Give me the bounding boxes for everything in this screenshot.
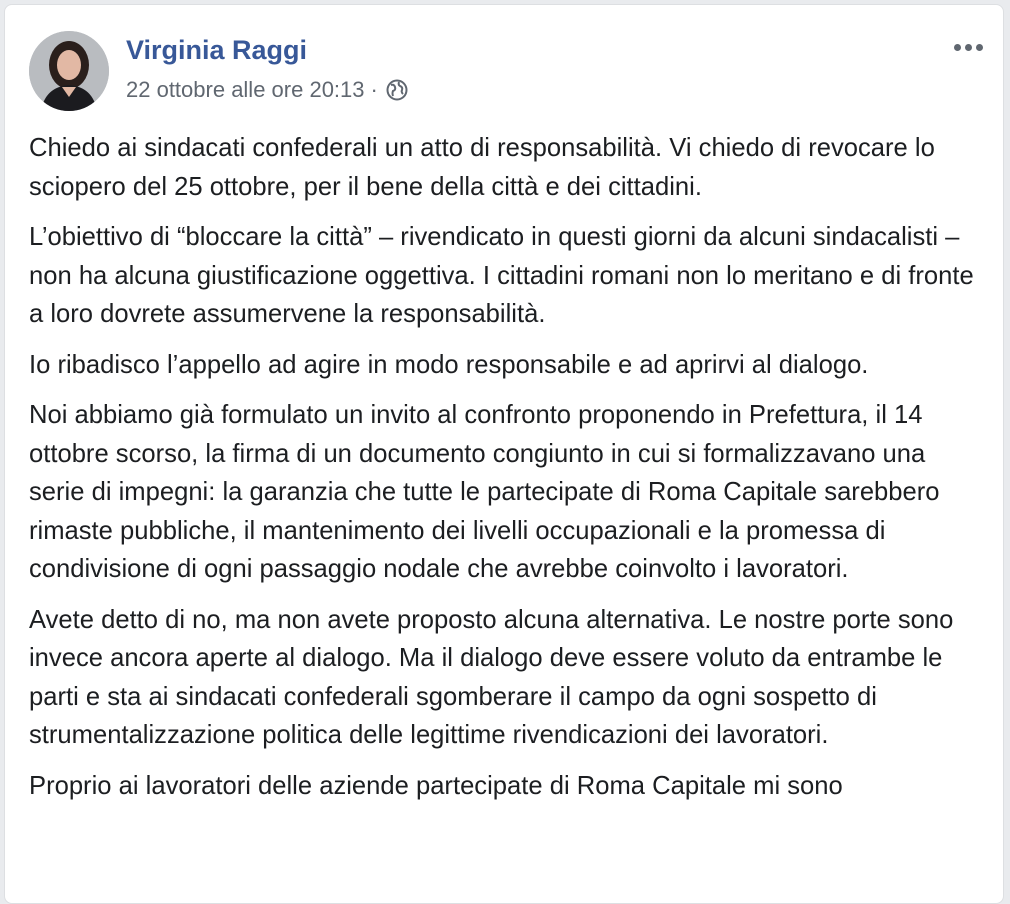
more-options-icon[interactable] — [949, 35, 987, 59]
more-dot — [965, 44, 972, 51]
more-dot — [954, 44, 961, 51]
author-avatar[interactable] — [29, 31, 109, 111]
more-dot — [976, 44, 983, 51]
author-name[interactable]: Virginia Raggi — [126, 35, 308, 65]
post-timestamp[interactable]: 22 ottobre alle ore 20:13 — [126, 77, 365, 102]
post-paragraph: Avete detto di no, ma non avete proposto alcuna alternativa. Le nostre porte sono invece ancora aperte al dialogo. Ma il dialogo deve essere voluto da entrambe le parti e sta ai sindacati confederali sgomberare il campo da ogni sospetto di strumentalizzazione politica delle legittime rivendicazioni dei lavoratori. — [29, 605, 954, 749]
post-paragraph: Noi abbiamo già formulato un invito al confronto proponendo in Prefettura, il 14 ottobre scorso, la firma di un documento congiunto in cui si formalizzavano una serie di impegni: la garanzia che tutte le partecipate di Roma Capitale sarebbero rimaste pubbliche, il mantenimento dei livelli occupazionali e la promessa di condivisione di ogni passaggio nodale che avrebbe coinvolto i lavoratori. — [29, 401, 940, 583]
post-paragraph: Io ribadisco l’appello ad agire in modo responsabile e ad aprirvi al dialogo. — [29, 350, 869, 379]
post-card — [4, 4, 1004, 904]
post-header — [5, 5, 1003, 115]
avatar-photo — [29, 31, 109, 111]
post-body — [29, 129, 979, 817]
post-paragraph: Chiedo ai sindacati confederali un atto di responsabilità. Vi chiedo di revocare lo sciopero del 25 ottobre, per il bene della città e dei cittadini. — [29, 134, 935, 201]
post-meta — [126, 77, 408, 103]
globe-icon[interactable] — [386, 79, 408, 101]
post-paragraph: L’obiettivo di “bloccare la città” – rivendicato in questi giorni da alcuni sindacalisti – non ha alcuna giustificazione oggettiva. I cittadini romani non lo meritano e di fronte a loro dovrete assumervene la responsabilità. — [29, 223, 974, 328]
meta-separator: · — [370, 77, 378, 102]
post-paragraph: Proprio ai lavoratori delle aziende partecipate di Roma Capitale mi sono — [29, 771, 843, 800]
